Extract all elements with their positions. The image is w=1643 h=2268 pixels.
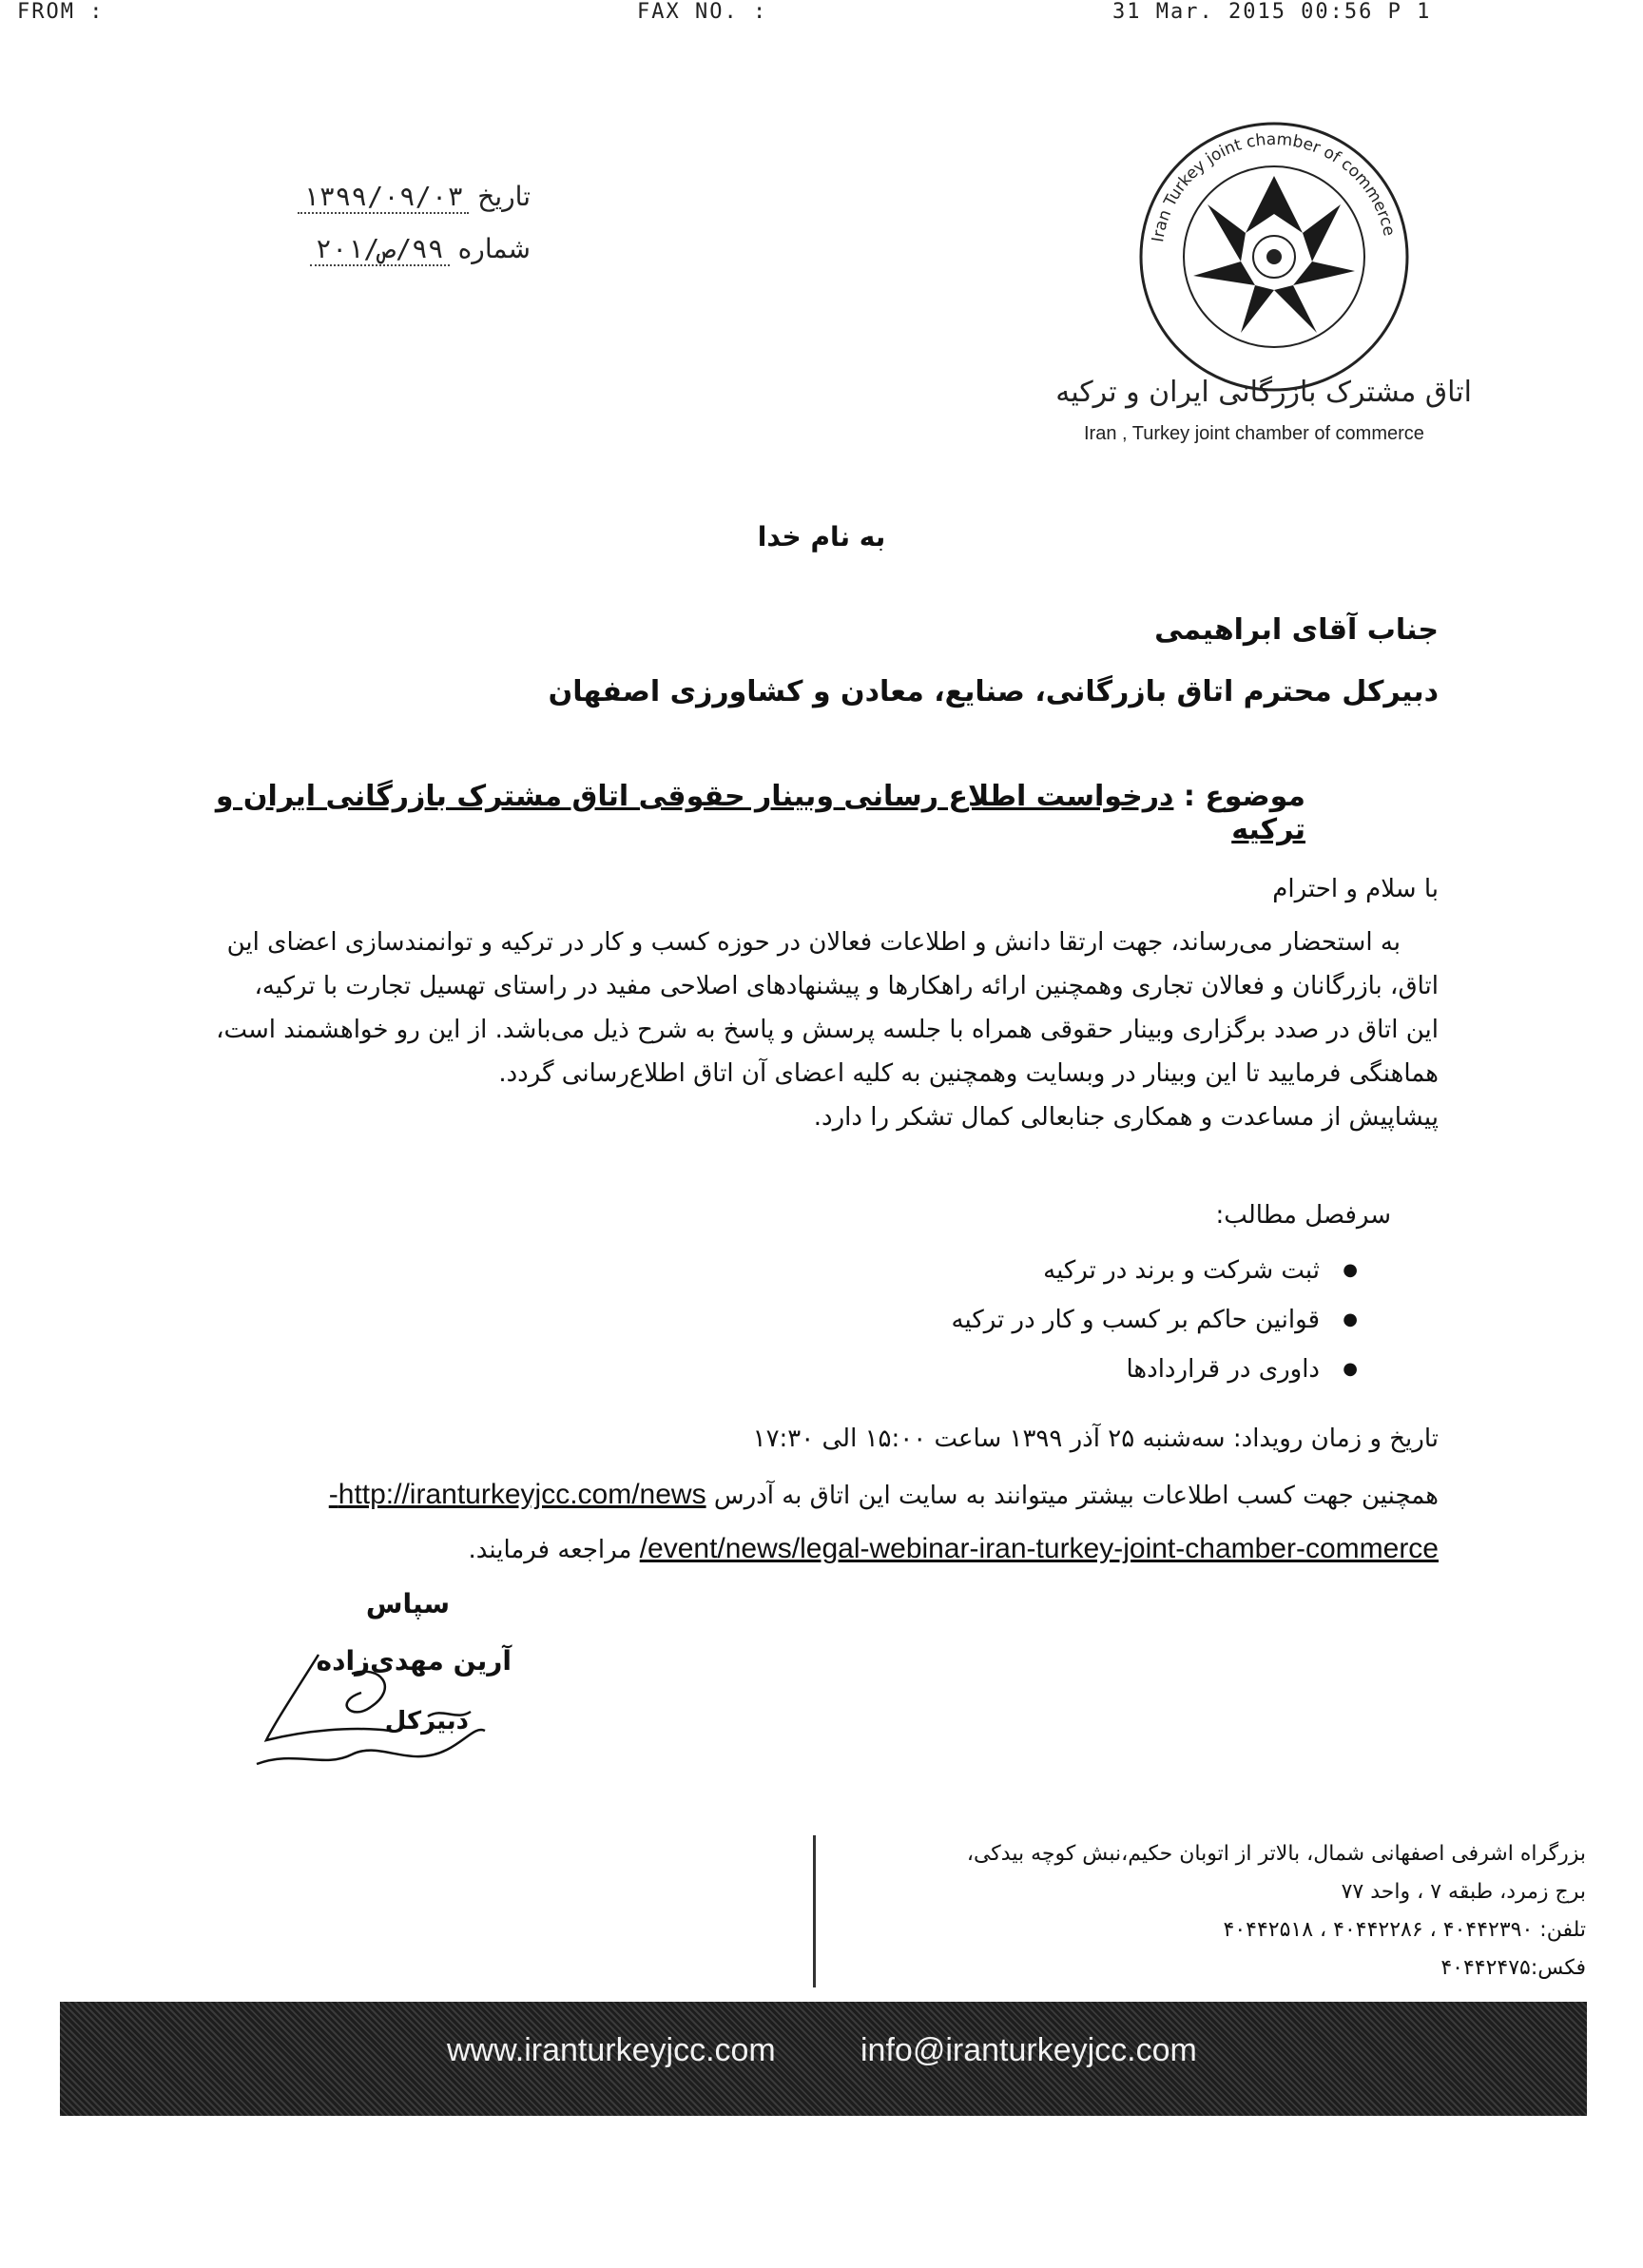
recipient-title: دبیرکل محترم اتاق بازرگانی، صنایع، معادن و کشاورزی اصفهان — [548, 675, 1439, 708]
refer-text: مراجعه فرمایند. — [468, 1536, 632, 1564]
signer-title: دبیرکل — [384, 1707, 469, 1735]
address-line: برج زمرد، طبقه ۷ ، واحد ۷۷ — [1341, 1880, 1586, 1904]
letter-number-label: شماره — [457, 233, 531, 264]
chamber-logo — [1136, 119, 1412, 395]
fax-from: FROM : — [17, 0, 105, 24]
list-item: ● قوانین حاکم بر کسب و کار در ترکیه — [502, 1295, 1358, 1345]
invocation: به نام خدا — [757, 521, 886, 552]
body-line: هماهنگی فرمایید تا این وبینار در وبسایت وهمچنین به کلیه اعضای آن اتاق اطلاع‌رسانی گردد. — [498, 1059, 1439, 1088]
org-name-en: Iran , Turkey joint chamber of commerce — [1084, 423, 1424, 444]
greeting: با سلام و احترام — [1272, 875, 1439, 903]
org-name-fa: اتاق مشترک بازرگانی ایران و ترکیه — [1055, 376, 1472, 409]
subject-line — [164, 780, 1305, 846]
body-line: اتاق، بازرگانان و فعالان تجاری وهمچنین ارائه راهکارها و پیشنهادهای اصلاحی مفید در راستای تهسیل تجارت با ترکیه، — [254, 972, 1439, 1000]
fax-number: FAX NO. : — [637, 0, 768, 24]
body-paragraph — [184, 921, 1439, 1139]
more-info-text: همچنین جهت کسب اطلاعات بیشتر میتوانند به سایت این اتاق به آدرس — [713, 1482, 1439, 1510]
footer-website[interactable]: www.iranturkeyjcc.com — [447, 2032, 776, 2068]
more-info — [184, 1472, 1439, 1519]
address-block — [825, 1835, 1586, 1987]
letter-number — [131, 233, 531, 264]
address-divider — [813, 1835, 816, 1987]
subject-label: موضوع : — [1183, 780, 1305, 813]
subject-text: درخواست اطلاع رسانی وبینار حقوقی اتاق مشترک بازرگانی ایران و ترکیه — [215, 780, 1305, 846]
letter-date-label: تاریخ — [477, 181, 531, 212]
body-line: پیشاپیش از مساعدت و همکاری جنابعالی کمال تشکر را دارد. — [813, 1103, 1439, 1132]
recipient-name: جناب آقای ابراهیمی — [1154, 613, 1439, 647]
body-line: به استحضار می‌رساند، جهت ارتقا دانش و اطلاعات فعالان در حوزه کسب و کار در ترکیه و توانمندسازی اعضای این — [226, 928, 1401, 957]
list-item: ● داوری در قراردادها — [502, 1345, 1358, 1394]
topics-list — [502, 1246, 1358, 1394]
letter-date — [131, 181, 531, 212]
fax-date: 31 Mar. 2015 00:56 P 1 — [1112, 0, 1432, 24]
closing: سپاس — [365, 1588, 450, 1619]
letter-date-value: ۱۳۹۹/۰۹/۰۳ — [298, 181, 470, 214]
chamber-logo-seal-icon — [1136, 119, 1412, 395]
list-item: ● ثبت شرکت و برند در ترکیه — [502, 1246, 1358, 1295]
seal-text-en: Iran Turkey joint chamber of commerce — [1149, 129, 1399, 243]
footer-banner — [60, 2002, 1587, 2116]
signer-name: آرین مهدی‌زاده — [316, 1645, 512, 1677]
webinar-url-part2[interactable]: event/news/legal-webinar-iran-turkey-joint-chamber-commerce/ — [639, 1533, 1439, 1564]
signature-icon — [238, 1636, 513, 1778]
event-time: تاریخ و زمان رویداد: سه‌شنبه ۲۵ آذر ۱۳۹۹ ساعت ۱۵:۰۰ الی ۱۷:۳۰ — [752, 1425, 1439, 1453]
address-line: بزرگراه اشرفی اصفهانی شمال، بالاتر از اتوبان حکیم،نبش کوچه بیدکی، — [966, 1842, 1586, 1866]
more-info-cont — [184, 1526, 1439, 1573]
address-phone: تلفن: ۴۰۴۴۲۳۹۰ ، ۴۰۴۴۲۲۸۶ ، ۴۰۴۴۲۵۱۸ — [1223, 1918, 1586, 1942]
topics-heading: سرفصل مطالب: — [1215, 1201, 1391, 1230]
letter-number-value: ۹۹/ص/۲۰۱ — [310, 233, 450, 266]
footer-email[interactable]: info@iranturkeyjcc.com — [860, 2032, 1197, 2068]
address-fax: فکس:۴۰۴۴۲۴۷۵ — [1440, 1956, 1586, 1980]
webinar-url-part1[interactable]: http://iranturkeyjcc.com/news- — [328, 1479, 706, 1510]
body-line: این اتاق در صدد برگزاری وبینار حقوقی همراه با جلسه پرسش و پاسخ به شرح ذیل می‌باشد. از این رو خواهشمند است، — [216, 1016, 1439, 1044]
